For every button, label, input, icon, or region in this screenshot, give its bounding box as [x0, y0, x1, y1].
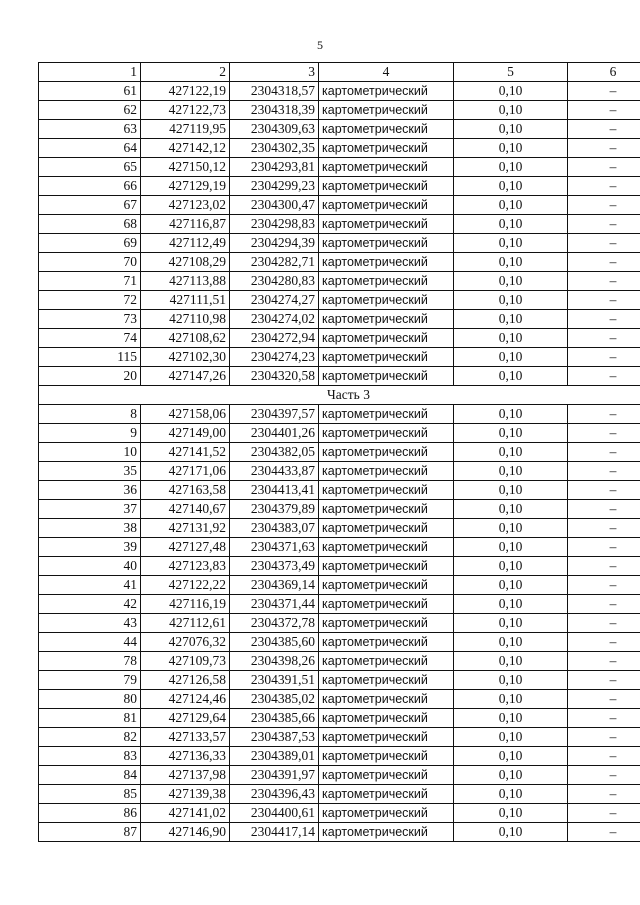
method-cell: картометрический	[319, 348, 454, 367]
point-number-cell: 62	[39, 101, 141, 120]
note-cell: –	[568, 443, 640, 462]
precision-cell: 0,10	[454, 101, 568, 120]
y-coordinate-cell: 2304391,51	[230, 671, 319, 690]
precision-cell: 0,10	[454, 329, 568, 348]
note-cell: –	[568, 405, 640, 424]
y-coordinate-cell: 2304320,58	[230, 367, 319, 386]
method-cell: картометрический	[319, 671, 454, 690]
y-coordinate-cell: 2304385,66	[230, 709, 319, 728]
precision-cell: 0,10	[454, 538, 568, 557]
note-cell: –	[568, 709, 640, 728]
method-cell: картометрический	[319, 766, 454, 785]
x-coordinate-cell: 427122,19	[141, 82, 230, 101]
note-cell: –	[568, 177, 640, 196]
note-cell: –	[568, 823, 640, 842]
precision-cell: 0,10	[454, 272, 568, 291]
point-number-cell: 63	[39, 120, 141, 139]
point-number-cell: 69	[39, 234, 141, 253]
x-coordinate-cell: 427110,98	[141, 310, 230, 329]
point-number-cell: 36	[39, 481, 141, 500]
method-cell: картометрический	[319, 481, 454, 500]
y-coordinate-cell: 2304398,26	[230, 652, 319, 671]
method-cell: картометрический	[319, 234, 454, 253]
x-coordinate-cell: 427129,64	[141, 709, 230, 728]
point-number-cell: 70	[39, 253, 141, 272]
x-coordinate-cell: 427141,02	[141, 804, 230, 823]
method-cell: картометрический	[319, 614, 454, 633]
x-coordinate-cell: 427123,02	[141, 196, 230, 215]
note-cell: –	[568, 291, 640, 310]
x-coordinate-cell: 427140,67	[141, 500, 230, 519]
method-cell: картометрический	[319, 633, 454, 652]
point-number-cell: 79	[39, 671, 141, 690]
table-row	[39, 215, 640, 234]
note-cell: –	[568, 310, 640, 329]
y-coordinate-cell: 2304400,61	[230, 804, 319, 823]
method-cell: картометрический	[319, 177, 454, 196]
table-row	[39, 462, 640, 481]
precision-cell: 0,10	[454, 519, 568, 538]
point-number-cell: 74	[39, 329, 141, 348]
page-number: 5	[317, 38, 323, 52]
y-coordinate-cell: 2304385,02	[230, 690, 319, 709]
x-coordinate-cell: 427108,62	[141, 329, 230, 348]
precision-cell: 0,10	[454, 177, 568, 196]
method-cell: картометрический	[319, 405, 454, 424]
point-number-cell: 67	[39, 196, 141, 215]
note-cell: –	[568, 785, 640, 804]
method-cell: картометрический	[319, 82, 454, 101]
precision-cell: 0,10	[454, 139, 568, 158]
y-coordinate-cell: 2304302,35	[230, 139, 319, 158]
table-row	[39, 424, 640, 443]
y-coordinate-cell: 2304282,71	[230, 253, 319, 272]
precision-cell: 0,10	[454, 823, 568, 842]
y-coordinate-cell: 2304294,39	[230, 234, 319, 253]
table-row	[39, 709, 640, 728]
table-row	[39, 633, 640, 652]
x-coordinate-cell: 427127,48	[141, 538, 230, 557]
precision-cell: 0,10	[454, 82, 568, 101]
x-coordinate-cell: 427119,95	[141, 120, 230, 139]
point-number-cell: 83	[39, 747, 141, 766]
table-row	[39, 120, 640, 139]
point-number-cell: 39	[39, 538, 141, 557]
note-cell: –	[568, 671, 640, 690]
precision-cell: 0,10	[454, 766, 568, 785]
y-coordinate-cell: 2304372,78	[230, 614, 319, 633]
x-coordinate-cell: 427122,22	[141, 576, 230, 595]
y-coordinate-cell: 2304318,57	[230, 82, 319, 101]
x-coordinate-cell: 427171,06	[141, 462, 230, 481]
point-number-cell: 64	[39, 139, 141, 158]
precision-cell: 0,10	[454, 595, 568, 614]
note-cell: –	[568, 120, 640, 139]
y-coordinate-cell: 2304401,26	[230, 424, 319, 443]
x-coordinate-cell: 427146,90	[141, 823, 230, 842]
method-cell: картометрический	[319, 462, 454, 481]
point-number-cell: 43	[39, 614, 141, 633]
y-coordinate-cell: 2304299,23	[230, 177, 319, 196]
method-cell: картометрический	[319, 576, 454, 595]
method-cell: картометрический	[319, 519, 454, 538]
precision-cell: 0,10	[454, 234, 568, 253]
table-row	[39, 500, 640, 519]
note-cell: –	[568, 234, 640, 253]
method-cell: картометрический	[319, 690, 454, 709]
column-header-3: 3	[230, 63, 319, 82]
x-coordinate-cell: 427116,19	[141, 595, 230, 614]
y-coordinate-cell: 2304272,94	[230, 329, 319, 348]
x-coordinate-cell: 427158,06	[141, 405, 230, 424]
note-cell: –	[568, 139, 640, 158]
table-row	[39, 519, 640, 538]
x-coordinate-cell: 427137,98	[141, 766, 230, 785]
point-number-cell: 8	[39, 405, 141, 424]
point-number-cell: 86	[39, 804, 141, 823]
table-row	[39, 747, 640, 766]
y-coordinate-cell: 2304397,57	[230, 405, 319, 424]
note-cell: –	[568, 652, 640, 671]
point-number-cell: 40	[39, 557, 141, 576]
note-cell: –	[568, 538, 640, 557]
point-number-cell: 84	[39, 766, 141, 785]
coordinates-table	[38, 62, 640, 842]
note-cell: –	[568, 329, 640, 348]
method-cell: картометрический	[319, 215, 454, 234]
note-cell: –	[568, 196, 640, 215]
note-cell: –	[568, 462, 640, 481]
method-cell: картометрический	[319, 595, 454, 614]
precision-cell: 0,10	[454, 804, 568, 823]
x-coordinate-cell: 427108,29	[141, 253, 230, 272]
note-cell: –	[568, 595, 640, 614]
table-row	[39, 538, 640, 557]
table-body-part-a	[39, 82, 640, 386]
method-cell: картометрический	[319, 500, 454, 519]
method-cell: картометрический	[319, 291, 454, 310]
x-coordinate-cell: 427150,12	[141, 158, 230, 177]
precision-cell: 0,10	[454, 120, 568, 139]
point-number-cell: 65	[39, 158, 141, 177]
point-number-cell: 87	[39, 823, 141, 842]
column-header-2: 2	[141, 63, 230, 82]
x-coordinate-cell: 427076,32	[141, 633, 230, 652]
y-coordinate-cell: 2304300,47	[230, 196, 319, 215]
table-row	[39, 82, 640, 101]
note-cell: –	[568, 576, 640, 595]
note-cell: –	[568, 101, 640, 120]
note-cell: –	[568, 747, 640, 766]
table-row	[39, 671, 640, 690]
table-row	[39, 785, 640, 804]
table-row	[39, 291, 640, 310]
table-row	[39, 823, 640, 842]
point-number-cell: 61	[39, 82, 141, 101]
precision-cell: 0,10	[454, 481, 568, 500]
precision-cell: 0,10	[454, 215, 568, 234]
method-cell: картометрический	[319, 196, 454, 215]
y-coordinate-cell: 2304274,27	[230, 291, 319, 310]
table-row	[39, 652, 640, 671]
x-coordinate-cell: 427141,52	[141, 443, 230, 462]
point-number-cell: 81	[39, 709, 141, 728]
section-row	[39, 386, 640, 405]
point-number-cell: 85	[39, 785, 141, 804]
precision-cell: 0,10	[454, 785, 568, 804]
section-title: Часть 3	[39, 386, 640, 405]
point-number-cell: 115	[39, 348, 141, 367]
note-cell: –	[568, 633, 640, 652]
precision-cell: 0,10	[454, 367, 568, 386]
table-row	[39, 253, 640, 272]
table-row	[39, 557, 640, 576]
note-cell: –	[568, 272, 640, 291]
method-cell: картометрический	[319, 310, 454, 329]
note-cell: –	[568, 481, 640, 500]
y-coordinate-cell: 2304383,07	[230, 519, 319, 538]
table-row	[39, 804, 640, 823]
table-row	[39, 158, 640, 177]
x-coordinate-cell: 427126,58	[141, 671, 230, 690]
table-row	[39, 177, 640, 196]
method-cell: картометрический	[319, 253, 454, 272]
method-cell: картометрический	[319, 424, 454, 443]
x-coordinate-cell: 427123,83	[141, 557, 230, 576]
x-coordinate-cell: 427102,30	[141, 348, 230, 367]
x-coordinate-cell: 427111,51	[141, 291, 230, 310]
x-coordinate-cell: 427163,58	[141, 481, 230, 500]
x-coordinate-cell: 427149,00	[141, 424, 230, 443]
x-coordinate-cell: 427129,19	[141, 177, 230, 196]
table-row	[39, 405, 640, 424]
x-coordinate-cell: 427131,92	[141, 519, 230, 538]
table-row	[39, 234, 640, 253]
precision-cell: 0,10	[454, 709, 568, 728]
precision-cell: 0,10	[454, 196, 568, 215]
y-coordinate-cell: 2304379,89	[230, 500, 319, 519]
table-row	[39, 481, 640, 500]
precision-cell: 0,10	[454, 576, 568, 595]
note-cell: –	[568, 690, 640, 709]
header-row	[39, 63, 640, 82]
note-cell: –	[568, 766, 640, 785]
precision-cell: 0,10	[454, 405, 568, 424]
method-cell: картометрический	[319, 139, 454, 158]
table-row	[39, 329, 640, 348]
y-coordinate-cell: 2304369,14	[230, 576, 319, 595]
note-cell: –	[568, 367, 640, 386]
precision-cell: 0,10	[454, 500, 568, 519]
precision-cell: 0,10	[454, 348, 568, 367]
precision-cell: 0,10	[454, 747, 568, 766]
y-coordinate-cell: 2304371,44	[230, 595, 319, 614]
note-cell: –	[568, 424, 640, 443]
note-cell: –	[568, 728, 640, 747]
y-coordinate-cell: 2304391,97	[230, 766, 319, 785]
x-coordinate-cell: 427124,46	[141, 690, 230, 709]
y-coordinate-cell: 2304371,63	[230, 538, 319, 557]
method-cell: картометрический	[319, 747, 454, 766]
point-number-cell: 44	[39, 633, 141, 652]
point-number-cell: 38	[39, 519, 141, 538]
y-coordinate-cell: 2304396,43	[230, 785, 319, 804]
note-cell: –	[568, 348, 640, 367]
method-cell: картометрический	[319, 367, 454, 386]
x-coordinate-cell: 427142,12	[141, 139, 230, 158]
precision-cell: 0,10	[454, 614, 568, 633]
method-cell: картометрический	[319, 443, 454, 462]
y-coordinate-cell: 2304389,01	[230, 747, 319, 766]
point-number-cell: 71	[39, 272, 141, 291]
table-row	[39, 576, 640, 595]
precision-cell: 0,10	[454, 728, 568, 747]
method-cell: картометрический	[319, 557, 454, 576]
method-cell: картометрический	[319, 823, 454, 842]
x-coordinate-cell: 427112,49	[141, 234, 230, 253]
method-cell: картометрический	[319, 101, 454, 120]
column-header-5: 5	[454, 63, 568, 82]
table-row	[39, 614, 640, 633]
table-row	[39, 367, 640, 386]
method-cell: картометрический	[319, 158, 454, 177]
x-coordinate-cell: 427133,57	[141, 728, 230, 747]
note-cell: –	[568, 804, 640, 823]
point-number-cell: 10	[39, 443, 141, 462]
column-header-1: 1	[39, 63, 141, 82]
table-row	[39, 196, 640, 215]
table-row	[39, 690, 640, 709]
table-row	[39, 348, 640, 367]
table-row	[39, 766, 640, 785]
table-row	[39, 310, 640, 329]
precision-cell: 0,10	[454, 671, 568, 690]
y-coordinate-cell: 2304373,49	[230, 557, 319, 576]
y-coordinate-cell: 2304280,83	[230, 272, 319, 291]
precision-cell: 0,10	[454, 158, 568, 177]
table-row	[39, 443, 640, 462]
y-coordinate-cell: 2304298,83	[230, 215, 319, 234]
y-coordinate-cell: 2304293,81	[230, 158, 319, 177]
x-coordinate-cell: 427139,38	[141, 785, 230, 804]
section-divider	[39, 386, 640, 405]
x-coordinate-cell: 427122,73	[141, 101, 230, 120]
method-cell: картометрический	[319, 538, 454, 557]
point-number-cell: 78	[39, 652, 141, 671]
note-cell: –	[568, 557, 640, 576]
point-number-cell: 42	[39, 595, 141, 614]
method-cell: картометрический	[319, 804, 454, 823]
note-cell: –	[568, 614, 640, 633]
point-number-cell: 72	[39, 291, 141, 310]
column-header-4: 4	[319, 63, 454, 82]
precision-cell: 0,10	[454, 253, 568, 272]
column-header-6: 6	[568, 63, 640, 82]
y-coordinate-cell: 2304413,41	[230, 481, 319, 500]
y-coordinate-cell: 2304382,05	[230, 443, 319, 462]
table-body-part-b	[39, 405, 640, 842]
table-row	[39, 101, 640, 120]
point-number-cell: 37	[39, 500, 141, 519]
method-cell: картометрический	[319, 120, 454, 139]
y-coordinate-cell: 2304417,14	[230, 823, 319, 842]
method-cell: картометрический	[319, 272, 454, 291]
point-number-cell: 82	[39, 728, 141, 747]
y-coordinate-cell: 2304385,60	[230, 633, 319, 652]
precision-cell: 0,10	[454, 690, 568, 709]
point-number-cell: 68	[39, 215, 141, 234]
method-cell: картометрический	[319, 652, 454, 671]
table-row	[39, 272, 640, 291]
table-row	[39, 728, 640, 747]
x-coordinate-cell: 427109,73	[141, 652, 230, 671]
point-number-cell: 9	[39, 424, 141, 443]
point-number-cell: 20	[39, 367, 141, 386]
note-cell: –	[568, 215, 640, 234]
x-coordinate-cell: 427116,87	[141, 215, 230, 234]
y-coordinate-cell: 2304387,53	[230, 728, 319, 747]
table-row	[39, 139, 640, 158]
point-number-cell: 73	[39, 310, 141, 329]
note-cell: –	[568, 158, 640, 177]
point-number-cell: 35	[39, 462, 141, 481]
precision-cell: 0,10	[454, 291, 568, 310]
method-cell: картометрический	[319, 785, 454, 804]
point-number-cell: 80	[39, 690, 141, 709]
point-number-cell: 66	[39, 177, 141, 196]
method-cell: картометрический	[319, 709, 454, 728]
x-coordinate-cell: 427112,61	[141, 614, 230, 633]
precision-cell: 0,10	[454, 462, 568, 481]
y-coordinate-cell: 2304274,23	[230, 348, 319, 367]
method-cell: картометрический	[319, 728, 454, 747]
precision-cell: 0,10	[454, 557, 568, 576]
x-coordinate-cell: 427136,33	[141, 747, 230, 766]
table-row	[39, 595, 640, 614]
note-cell: –	[568, 500, 640, 519]
note-cell: –	[568, 253, 640, 272]
method-cell: картометрический	[319, 329, 454, 348]
point-number-cell: 41	[39, 576, 141, 595]
precision-cell: 0,10	[454, 424, 568, 443]
x-coordinate-cell: 427113,88	[141, 272, 230, 291]
y-coordinate-cell: 2304274,02	[230, 310, 319, 329]
precision-cell: 0,10	[454, 310, 568, 329]
y-coordinate-cell: 2304318,39	[230, 101, 319, 120]
y-coordinate-cell: 2304433,87	[230, 462, 319, 481]
precision-cell: 0,10	[454, 633, 568, 652]
precision-cell: 0,10	[454, 652, 568, 671]
note-cell: –	[568, 519, 640, 538]
note-cell: –	[568, 82, 640, 101]
x-coordinate-cell: 427147,26	[141, 367, 230, 386]
table-header	[39, 63, 640, 82]
y-coordinate-cell: 2304309,63	[230, 120, 319, 139]
precision-cell: 0,10	[454, 443, 568, 462]
